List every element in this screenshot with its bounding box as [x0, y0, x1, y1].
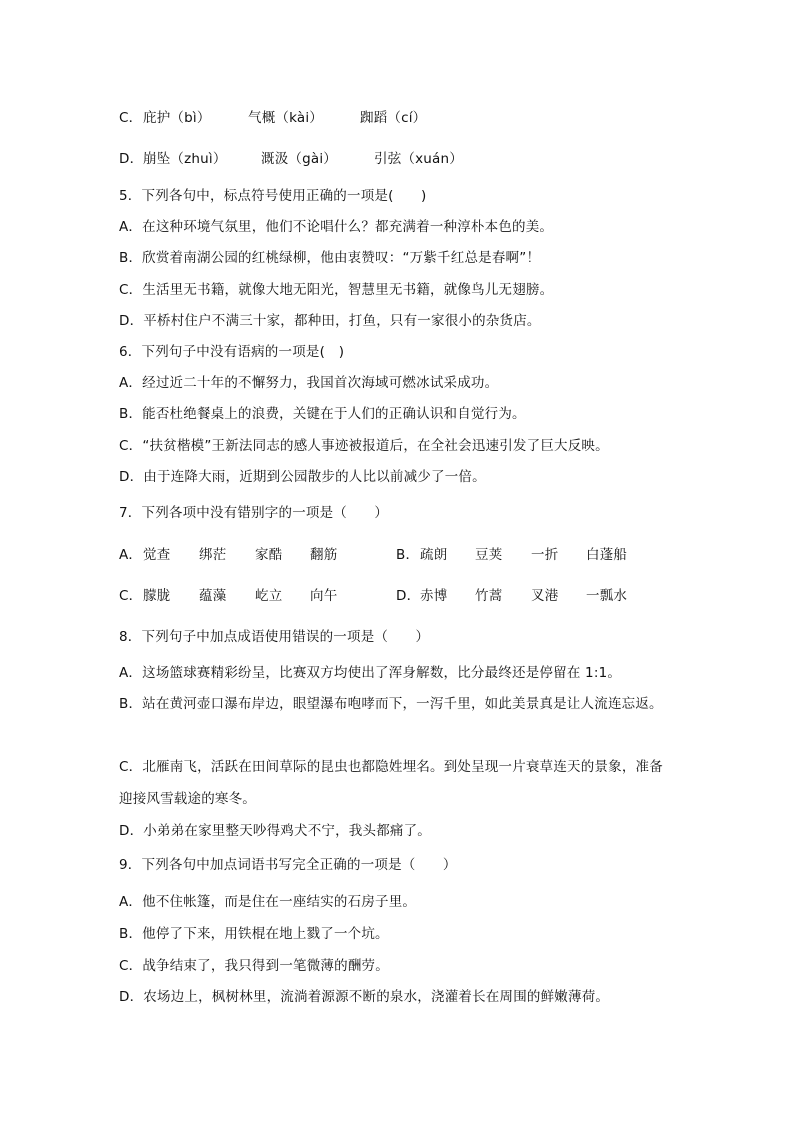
- q7-option-b-word: 白蓬船: [586, 547, 628, 563]
- q7-option-c-word: 向午: [310, 588, 338, 604]
- q7-option-a-word: 翻筋: [310, 547, 338, 563]
- option-d-word-3: 引弦（xuán）: [374, 151, 463, 167]
- q6-stem: 6．下列句子中没有语病的一项是( ): [119, 344, 345, 360]
- q8-option-b: B．站在黄河壶口瀑布岸边，眼望瀑布咆哮而下，一泻千里，如此美景真是让人流连忘返。: [119, 696, 663, 712]
- option-d-label: D．: [119, 151, 144, 167]
- q7-option-d-word: 赤博: [420, 588, 448, 604]
- q7-option-b-word: 疏朗: [420, 547, 448, 563]
- option-c-word-3: 踟蹈（cí）: [360, 110, 427, 126]
- q9-option-b: B．他停了下来，用铁棍在地上戮了一个坑。: [119, 926, 389, 942]
- q6-option-a: A．经过近二十年的不懈努力，我国首次海域可燃冰试采成功。: [119, 375, 499, 391]
- q7-option-b-label: B．: [396, 547, 420, 563]
- q9-option-a: A．他不住帐篷，而是住在一座结实的石房子里。: [119, 894, 417, 910]
- option-c-word-1: 庇护（bì）: [143, 110, 211, 126]
- q7-option-b-word: 豆荚: [475, 547, 503, 563]
- option-c-label: C．: [119, 110, 143, 126]
- q5-option-d: D．平桥村住户不满三十家，都种田，打鱼，只有一家很小的杂货店。: [119, 313, 541, 329]
- q5-option-a: A．在这种环境气氛里，他们不论唱什么？都充满着一种淳朴本色的美。: [119, 219, 554, 235]
- q9-option-d: D．农场边上，枫树林里，流淌着源源不断的泉水，浇灌着长在周围的鲜嫩薄荷。: [119, 989, 610, 1005]
- q7-option-a-word: 觉查: [143, 547, 171, 563]
- q7-option-b-word: 一折: [531, 547, 559, 563]
- q7-option-c-word: 朦胧: [143, 588, 171, 604]
- q7-option-c-word: 屹立: [255, 588, 283, 604]
- q7-option-c-word: 蕴藻: [199, 588, 227, 604]
- q7-option-d-word: 叉港: [531, 588, 559, 604]
- q9-option-c: C．战争结束了，我只得到一笔微薄的酬劳。: [119, 958, 389, 974]
- q7-option-d-word: 竹蒿: [475, 588, 503, 604]
- q5-stem: 5．下列各句中，标点符号使用正确的一项是( ): [119, 188, 427, 204]
- q8-option-c: C．北雁南飞，活跃在田间草际的昆虫也都隐姓埋名。到处呈现一片衰草连天的景象，准备迎接风雪载途的寒冬。: [119, 759, 663, 807]
- q7-option-a-label: A．: [119, 547, 143, 563]
- q5-option-c: C．生活里无书籍，就像大地无阳光，智慧里无书籍，就像鸟儿无翅膀。: [119, 282, 554, 298]
- q6-option-b: B．能否杜绝餐桌上的浪费，关键在于人们的正确认识和自觉行为。: [119, 406, 526, 422]
- q5-option-b: B．欣赏着南湖公园的红桃绿柳，他由衷赞叹：“万紫千红总是春啊”！: [119, 250, 541, 266]
- q7-option-d-word: 一瓢水: [586, 588, 628, 604]
- option-d-word-1: 崩坠（zhuì）: [143, 151, 227, 167]
- q8-stem: 8．下列句子中加点成语使用错误的一项是（ ）: [119, 629, 430, 645]
- q8-option-d: D．小弟弟在家里整天吵得鸡犬不宁，我头都痛了。: [119, 823, 431, 839]
- q6-option-d: D．由于连降大雨，近期到公园散步的人比以前减少了一倍。: [119, 469, 486, 485]
- option-c-word-2: 气概（kài）: [248, 110, 324, 126]
- q7-stem: 7．下列各项中没有错别字的一项是（ ）: [119, 505, 389, 521]
- q9-stem: 9．下列各句中加点词语书写完全正确的一项是（ ）: [119, 857, 457, 873]
- q7-option-a-word: 绑茫: [199, 547, 227, 563]
- q6-option-c: C．“扶贫楷模”王新法同志的感人事迹被报道后，在全社会迅速引发了巨大反映。: [119, 438, 609, 454]
- q7-option-a-word: 家酷: [255, 547, 283, 563]
- q7-option-d-label: D．: [396, 588, 421, 604]
- q8-option-a: A．这场篮球赛精彩纷呈，比赛双方均使出了浑身解数，比分最终还是停留在 1:1。: [119, 665, 622, 681]
- q7-option-c-label: C．: [119, 588, 143, 604]
- option-d-word-2: 溉汲（gài）: [261, 151, 337, 167]
